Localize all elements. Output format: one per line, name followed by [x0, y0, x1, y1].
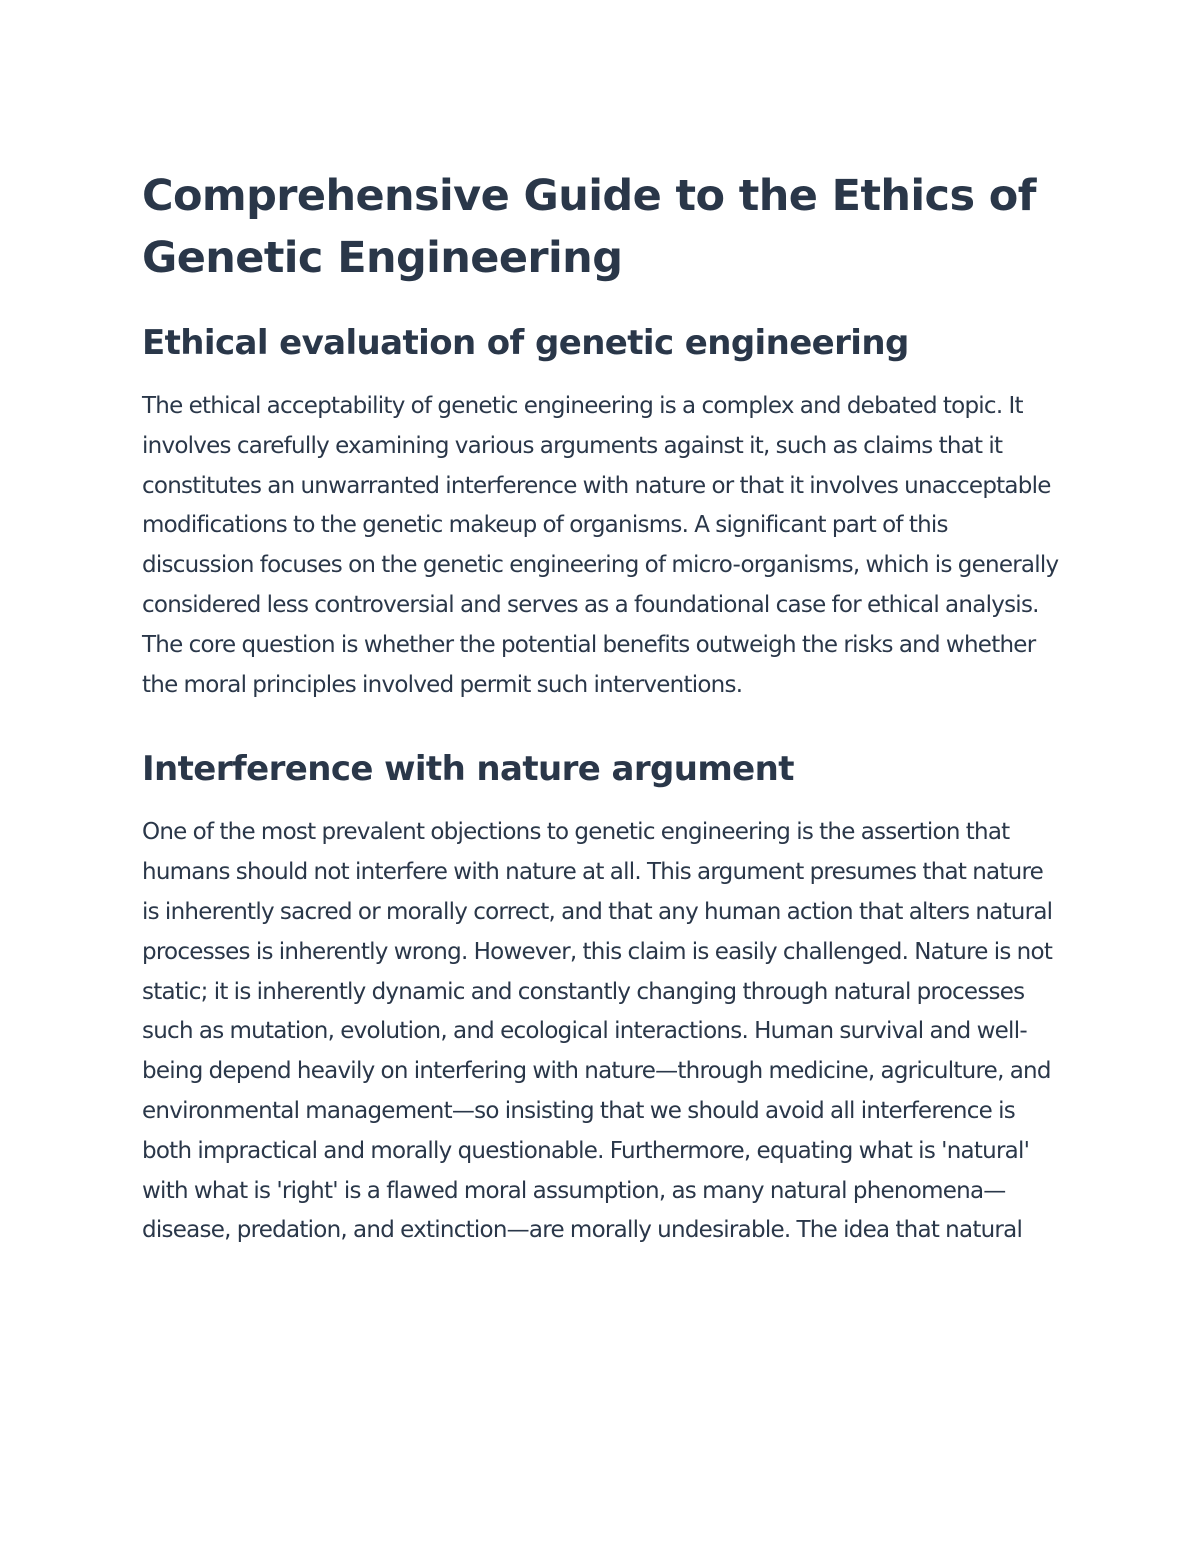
document-page — [142, 165, 1062, 1251]
document-title: Comprehensive Guide to the Ethics of Genetic Engineering — [142, 171, 1036, 283]
section-heading-ethical-evaluation: Ethical evaluation of genetic engineering — [142, 323, 909, 363]
section-heading-interference-with-nature: Interference with nature argument — [142, 749, 794, 790]
section-body-interference-with-nature: One of the most prevalent objections to genetic engineering is the assertion that humans should not interfere with nature at all. This argument presumes that nature is inherently sacred or morally correct, and that any human action that alters natural processes is inherently wrong. However, this claim is easily challenged. Nature is not static; it is inherently dynamic and constantly changing through natural processes such as mutation, evolution, and ecological interactions. Human survival and well-being depend heavily on interfering with nature—through medicine, agriculture, and environmental management—so insisting that we should avoid all interference is both impractical and morally questionable. Furthermore, equating what is 'natural' with what is 'right' is a flawed moral assumption, as many natural phenomena—disease, predation, and extinction—are morally undesirable. The idea that natural — [142, 819, 1053, 1244]
section-body-ethical-evaluation: The ethical acceptability of genetic engineering is a complex and debated topic. It involves carefully examining various arguments against it, such as claims that it constitutes an unwarranted interference with nature or that it involves unacceptable modifications to the genetic makeup of organisms. A significant part of this discussion focuses on the genetic engineering of micro-organisms, which is generally considered less controversial and serves as a foundational case for ethical analysis. The core question is whether the potential benefits outweigh the risks and whether the moral principles involved permit such interventions. — [142, 393, 1059, 698]
